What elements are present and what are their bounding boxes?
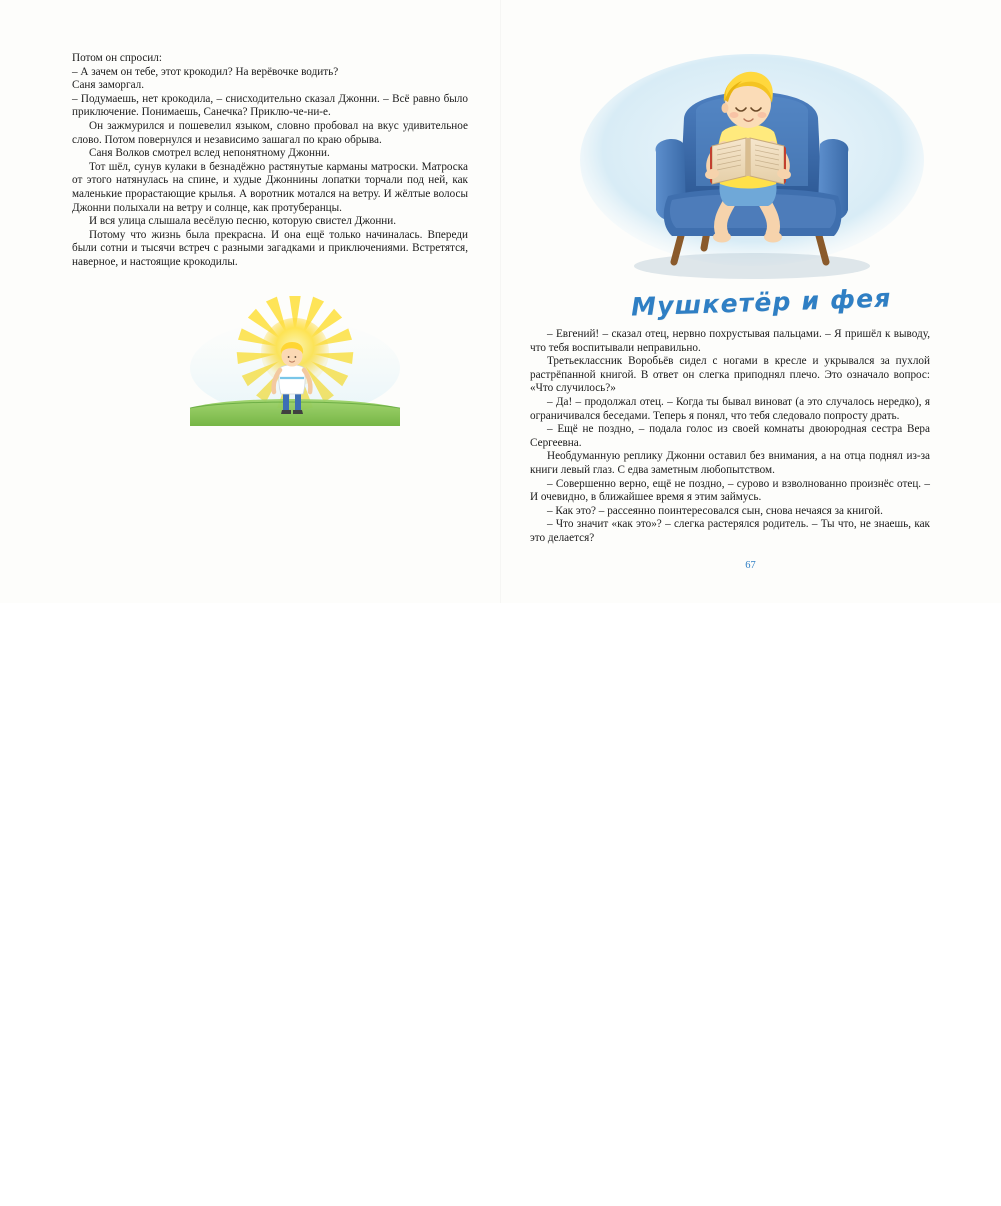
- paragraph: – Евгений! – сказал отец, нервно похрустывая пальцами. – Я пришёл к выводу, что тебя воспитывали неправильно.: [530, 328, 930, 354]
- paragraph: Тот шёл, сунув кулаки в безнадёжно растянутые карманы матроски. Матроска от этого натянулась на спине, и худые Джоннины лопатки торчали под ней, как маленькие прорастающие крылья. А воротник мотался на ветру. И жёлтые волосы Джонни полыхали на ветру и солнце, как протуберанцы.: [72, 160, 468, 214]
- boy-under-sun-illustration: [180, 296, 410, 426]
- paragraph: Необдуманную реплику Джонни оставил без внимания, а на отца поднял из-за книги левый глаз. С едва заметным любопытством.: [530, 450, 930, 476]
- paragraph: Потом он спросил:: [72, 52, 162, 64]
- paragraph: – Ещё не поздно, – подала голос из своей комнаты двоюродная сестра Вера Сергеевна.: [530, 423, 930, 449]
- paragraph: – А зачем он тебе, этот крокодил? На верёвочке водить?: [72, 65, 339, 78]
- right-page: [0, 603, 501, 1206]
- page-number: 67: [745, 560, 756, 571]
- chapter-title: [596, 283, 926, 322]
- boy-reading-in-armchair-illustration: [556, 48, 936, 286]
- paragraph: – Как это? – рассеянно поинтересовался сын, снова нечаяся за книгой.: [547, 504, 883, 517]
- paragraph: Саня Волков смотрел вслед непонятному Джонни.: [89, 147, 330, 160]
- paragraph: Он зажмурился и пошевелил языком, словно пробовал на вкус удивительное слово. Потом повернулся и независимо зашагал по краю обрыва.: [72, 119, 468, 146]
- chapter-title-text: Мушкетёр и фея: [630, 283, 892, 322]
- right-page-text-column: [530, 328, 930, 546]
- paragraph: И вся улица слышала весёлую песню, которую свистел Джонни.: [89, 215, 397, 228]
- paragraph: Третьеклассник Воробьёв сидел с ногами в кресле и укрывался за пухлой растрёпанной книгой. В ответ он слегка приподнял плечо. Это означало вопрос: «Что случилось?»: [530, 355, 930, 395]
- paragraph: – Что значит «как это»? – слегка растерялся родитель. – Ты что, не знаешь, как это делается?: [530, 518, 930, 544]
- paragraph: – Подумаешь, нет крокодила, – снисходительно сказал Джонни. – Всё равно было приключение. Понимаешь, Санечка? Приклю-че-ни-е.: [72, 92, 468, 119]
- paragraph: Саня заморгал.: [72, 79, 145, 92]
- paragraph: Потому что жизнь была прекрасна. И она ещё только начиналась. Впереди были сотни и тысячи встреч с разными загадками и приключениями. Встретятся, наверное, и настоящие крокодилы.: [72, 228, 468, 268]
- paragraph: – Совершенно верно, ещё не поздно, – сурово и взволнованно произнёс отец. – И очевидно, в ближайшее время я этим займусь.: [530, 477, 930, 504]
- left-page-text-column: [72, 52, 468, 270]
- paragraph: – Да! – продолжал отец. – Когда ты бывал виноват (а это случалось нередко), я ограничивался беседами. Теперь я понял, что тебя следовало попросту драть.: [530, 395, 930, 422]
- left-page: [0, 0, 500, 603]
- page-gutter: [500, 0, 501, 603]
